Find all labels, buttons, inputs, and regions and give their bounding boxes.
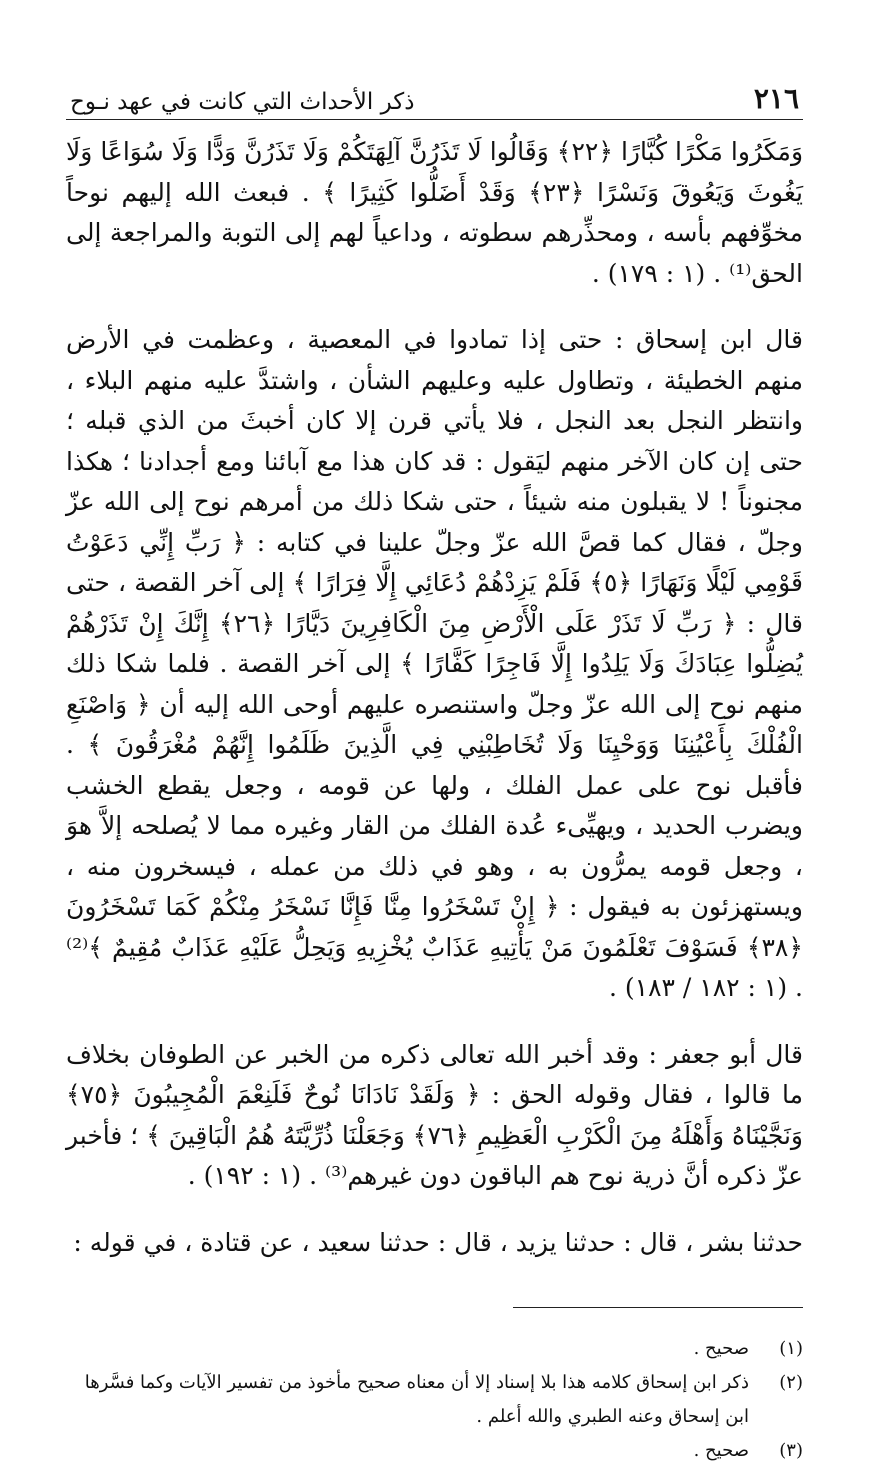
footnote-number: (١) [779,1338,803,1359]
body-text [66,132,803,1263]
footnote-text: صحيح . [693,1338,749,1359]
footnote-divider [513,1307,803,1308]
footnote-number: (٢) [779,1372,803,1393]
footnote-text: ذكر ابن إسحاق كلامه هذا بلا إسناد إلا أن معناه صحيح مأخوذ من تفسير الآيات وكما فسَّرها ابن إسحاق وعنه الطبري والله أعلم . [84,1372,749,1427]
paragraph-1: وَمَكَرُوا مَكْرًا كُبَّارًا ﴿٢٢﴾ وَقَالُوا لَا تَذَرُنَّ آلِهَتَكُمْ وَلَا تَذَرُنَّ وَدًّا وَلَا سُوَاعًا وَلَا يَغُوثَ وَيَعُوقَ وَنَسْرًا ﴿٢٣﴾ وَقَدْ أَضَلُّوا كَثِيرًا ﴾ . فبعث الله إليهم نوحاً مخوِّفهم بأسه ، ومحذِّرهم سطوته ، وداعياً لهم إلى التوبة والمراجعة إلى الحق⁽¹⁾ . (١ : ١٧٩) . [66,137,804,288]
running-title: ذكر الأحداث التي كانت في عهد نـوح [70,89,415,115]
footnote-1 [66,1332,803,1366]
paragraph-2: قال ابن إسحاق : حتى إذا تمادوا في المعصية ، وعظمت في الأرض منهم الخطيئة ، وتطاول عليه وعليهم الشأن ، واشتدَّ عليه منهم البلاء ، وانتظر النجل بعد النجل ، فلا يأتي قرن إلا كان أخبثَ من الذي قبله ؛ حتى إن كان الآخر منهم ليَقول : قد كان هذا مع آبائنا ومع أجدادنا ؛ هكذا مجنوناً ! لا يقبلون منه شيئاً ، حتى شكا ذلك من أمرهم نوح إلى الله عزّ وجلّ ، فقال كما قصَّ الله عزّ وجلّ علينا في كتابه : ﴿ رَبِّ إِنِّي دَعَوْتُ قَوْمِي لَيْلًا وَنَهَارًا ﴿٥﴾ فَلَمْ يَزِدْهُمْ دُعَائِي إِلَّا فِرَارًا ﴾ إلى آخر القصة ، حتى قال : ﴿ رَبِّ لَا تَذَرْ عَلَى الْأَرْضِ مِنَ الْكَافِرِينَ دَيَّارًا ﴿٢٦﴾ إِنَّكَ إِنْ تَذَرْهُمْ يُضِلُّوا عِبَادَكَ وَلَا يَلِدُوا إِلَّا فَاجِرًا كَفَّارًا ﴾ إلى آخر القصة . فلما شكا ذلك منهم نوح إلى الله عزّ وجلّ واستنصره عليهم أوحى الله إليه أن ﴿ وَاصْنَعِ الْفُلْكَ بِأَعْيُنِنَا وَوَحْيِنَا وَلَا تُخَاطِبْنِي فِي الَّذِينَ ظَلَمُوا إِنَّهُمْ مُغْرَقُونَ ﴾ . فأقبل نوح على عمل الفلك ، ولها عن قومه ، وجعل يقطع الخشب ويضرب الحديد ، ويهيِّىء عُدة الفلك من القار وغيره مما لا يُصلحه إلاَّ هوَ ، وجعل قومه يمرُّون به ، وهو في ذلك من عمله ، فيسخرون منه ، ويستهزئون به فيقول : ﴿ إِنْ تَسْخَرُوا مِنَّا فَإِنَّا نَسْخَرُ مِنْكُمْ كَمَا تَسْخَرُونَ ﴿٣٨﴾ فَسَوْفَ تَعْلَمُونَ مَنْ يَأْتِيهِ عَذَابٌ يُخْزِيهِ وَيَحِلُّ عَلَيْهِ عَذَابٌ مُقِيمٌ ﴾⁽²⁾ . (١ : ١٨٢ / ١٨٣) . [66,325,804,1002]
footnote-number: (٣) [779,1440,803,1461]
footnote-text: صحيح . [693,1440,749,1461]
footnotes [66,1332,803,1468]
paragraph-3: قال أبو جعفر : وقد أخبر الله تعالى ذكره من الخبر عن الطوفان بخلاف ما قالوا ، فقال وقوله الحق : ﴿ وَلَقَدْ نَادَانَا نُوحٌ فَلَنِعْمَ الْمُجِيبُونَ ﴿٧٥﴾ وَنَجَّيْنَاهُ وَأَهْلَهُ مِنَ الْكَرْبِ الْعَظِيمِ ﴿٧٦﴾ وَجَعَلْنَا ذُرِّيَّتَهُ هُمُ الْبَاقِينَ ﴾ ؛ فأخبر عزّ ذكره أنَّ ذرية نوح هم الباقون دون غيرهم⁽³⁾ . (١ : ١٩٢) . [66,1039,803,1190]
footnote-2 [66,1366,803,1434]
page-header [66,80,803,120]
footnote-3 [66,1434,803,1468]
page-number: ٢١٦ [753,82,799,115]
paragraph-4: حدثنا بشر ، قال : حدثنا يزيد ، قال : حدثنا سعيد ، عن قتادة ، في قوله : [73,1227,803,1257]
